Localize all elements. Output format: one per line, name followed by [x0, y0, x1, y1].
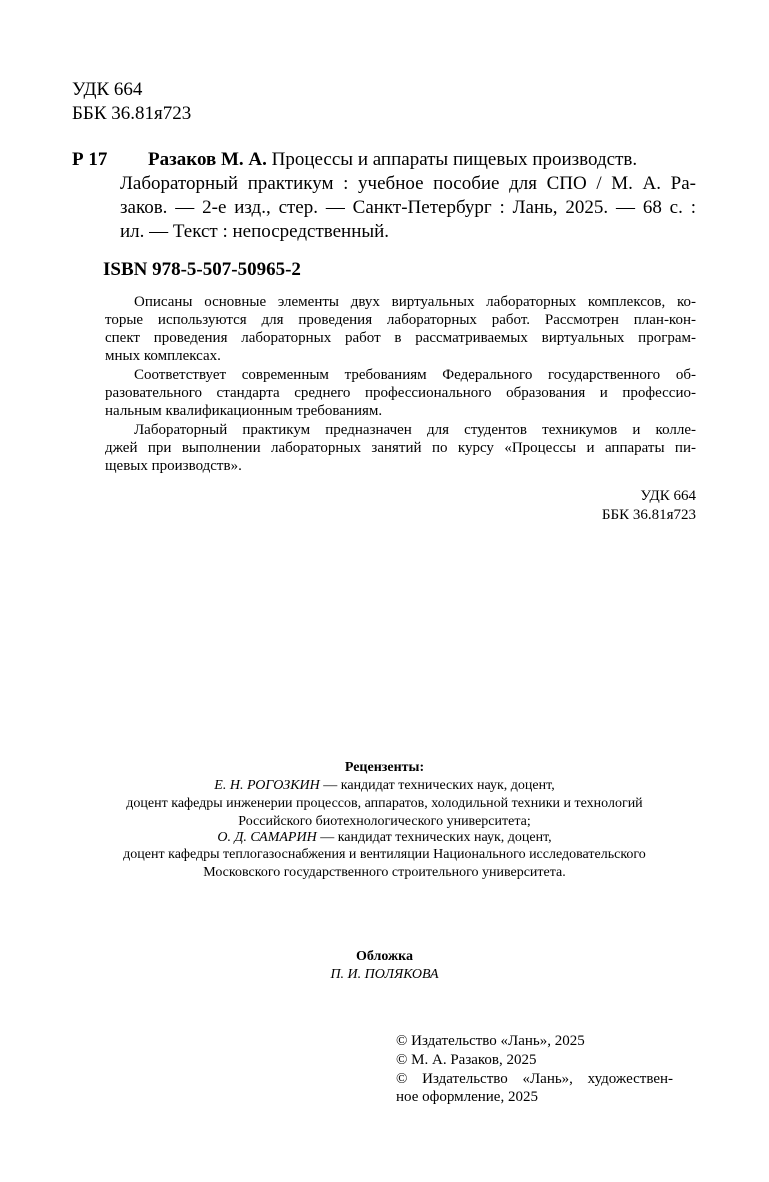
udk-bottom: УДК 664: [640, 488, 696, 504]
annotation-line: Соответствует современным требованиям Федерального государственного об-: [134, 367, 696, 383]
annotation-line: разовательного стандарта среднего профессионального образования и профессио-: [105, 385, 696, 401]
annotation-line: щевых производств».: [105, 458, 242, 474]
copyright-line: ное оформление, 2025: [396, 1089, 538, 1105]
reviewer-1-line-2: доцент кафедры инженерии процессов, аппаратов, холодильной техники и технологий: [126, 796, 643, 811]
bbk-top: ББК 36.81я723: [72, 103, 192, 124]
cover-artist: П. И. ПОЛЯКОВА: [330, 967, 439, 982]
copyright-line: © М. А. Разаков, 2025: [396, 1052, 537, 1068]
annotation-line: спект проведения лабораторных работ в рассматриваемых виртуальных програм-: [105, 330, 696, 346]
annotation-line: нальным квалификационным требованиям.: [105, 403, 383, 419]
author-cipher: Р 17: [72, 149, 108, 170]
biblio-line-4: ил. — Текст : непосредственный.: [120, 221, 390, 242]
reviewer-2-line-2: доцент кафедры теплогазоснабжения и вентиляции Национального исследовательского: [123, 847, 646, 862]
biblio-author: Разаков М. А.: [148, 149, 267, 170]
annotation-line: джей при выполнении лабораторных занятий по курсу «Процессы и аппараты пи-: [105, 440, 696, 456]
reviewer-2-degree: — кандидат технических наук, доцент,: [316, 830, 552, 845]
copyright-line: © Издательство «Лань», 2025: [396, 1033, 585, 1049]
reviewer-1-line-3: Российского биотехнологического университета;: [238, 814, 531, 829]
bbk-bottom: ББК 36.81я723: [601, 507, 696, 523]
biblio-line-3: заков. — 2-е изд., стер. — Санкт-Петербург : Лань, 2025. — 68 с. :: [120, 197, 696, 218]
reviewer-1-line-1: [0, 777, 769, 795]
biblio-line-2: Лабораторный практикум : учебное пособие для СПО / М. А. Ра-: [120, 173, 696, 194]
annotation-line: мных комплексах.: [105, 348, 221, 364]
annotation-line: торые используются для проведения лабораторных работ. Рассмотрен план-кон-: [105, 312, 696, 328]
biblio-title: Процессы и аппараты пищевых производств.: [266, 149, 638, 170]
annotation-line: Описаны основные элементы двух виртуальных лабораторных комплексов, ко-: [134, 294, 696, 310]
isbn: ISBN 978-5-507-50965-2: [103, 259, 301, 280]
reviewer-1-degree: — кандидат технических наук, доцент,: [319, 778, 555, 793]
copyright-line: © Издательство «Лань», художествен-: [396, 1071, 673, 1087]
reviewers-heading: Рецензенты:: [344, 760, 425, 775]
udk-top: УДК 664: [72, 79, 143, 100]
reviewer-2-name: О. Д. САМАРИН: [217, 830, 317, 845]
cover-heading: Обложка: [355, 949, 414, 964]
reviewer-2-line-3: Московского государственного строительного университета.: [203, 865, 566, 880]
reviewer-1-name: Е. Н. РОГОЗКИН: [214, 778, 320, 793]
biblio-line-1: [148, 148, 696, 172]
reviewer-2-line-1: [0, 829, 769, 847]
annotation-line: Лабораторный практикум предназначен для студентов техникумов и колле-: [134, 422, 696, 438]
